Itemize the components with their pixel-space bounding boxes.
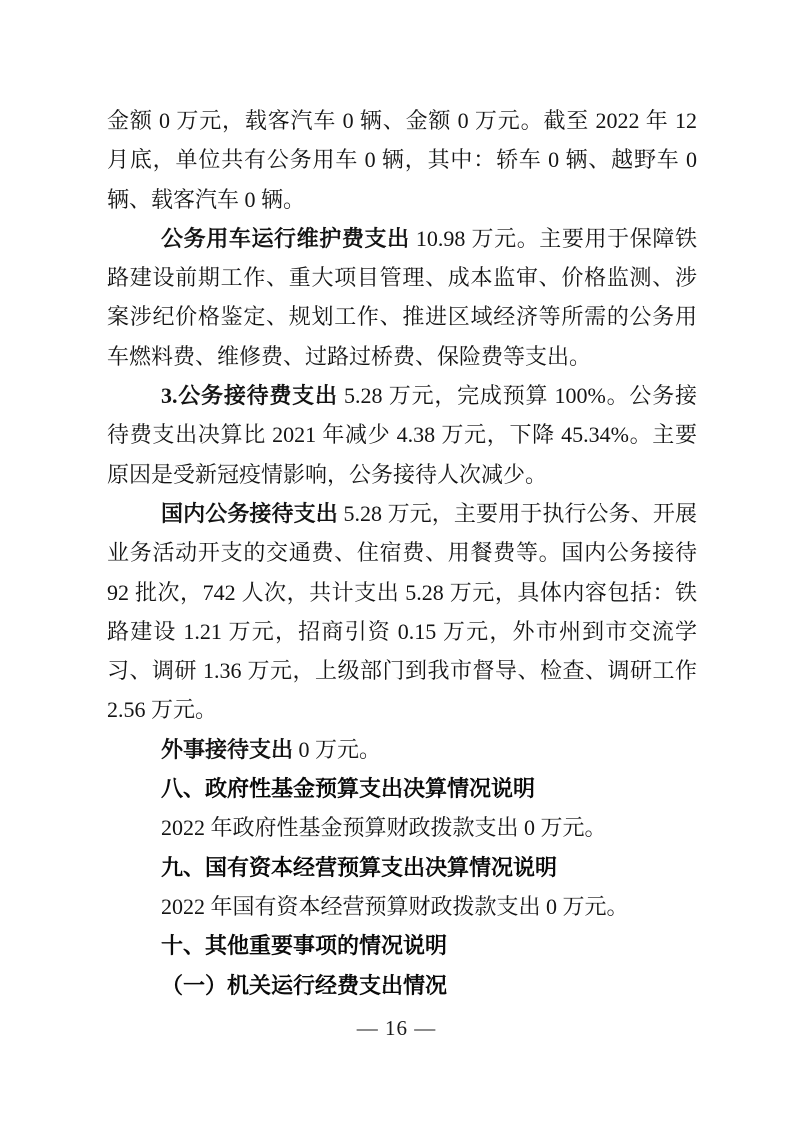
body-paragraph: [107, 101, 697, 219]
page-number: — 16 —: [356, 1016, 437, 1040]
section-heading: [107, 848, 697, 887]
text-run: 2022 年国有资本经营预算财政拨款支出 0 万元。: [161, 893, 629, 919]
document-body: [107, 101, 697, 1005]
body-paragraph: [107, 887, 697, 926]
text-run: 金额 0 万元，载客汽车 0 辆、金额 0 万元。截至 2022 年 12 月底，单位共有公务用车 0 辆，其中：轿车 0 辆、越野车 0 辆、载客汽车 0 辆。: [107, 108, 697, 212]
bold-text-run: 公务用车运行维护费支出: [161, 225, 410, 251]
section-heading: [107, 769, 697, 808]
bold-text-run: 外事接待支出: [161, 736, 294, 762]
sub-section-heading: [107, 966, 697, 1005]
body-paragraph: [107, 219, 697, 376]
bold-text-run: 九、国有资本经营预算支出决算情况说明: [161, 854, 558, 880]
bold-text-run: 八、政府性基金预算支出决算情况说明: [161, 776, 536, 802]
body-paragraph: [107, 808, 697, 847]
text-run: 5.28 万元，主要用于执行公务、开展业务活动开支的交通费、住宿费、用餐费等。国内公务接待 92 批次，742 人次，共计支出 5.28 万元，具体内容包括：铁路建设 1.21 万元，招商引资 0.15 万元，外市州到市交流学习、调研 1.36 万元，上级部门到我市督导、检查、调研工作 2.56 万元。: [107, 500, 697, 723]
bold-text-run: 3.公务接待费支出: [161, 383, 338, 409]
body-paragraph: [107, 494, 697, 730]
bold-text-run: （一）机关运行经费支出情况: [161, 972, 448, 998]
section-heading: [107, 926, 697, 965]
text-run: 5.28 万元，完成预算 100%。公务接待费支出决算比 2021 年减少 4.38 万元，下降 45.34%。主要原因是受新冠疫情影响，公务接待人次减少。: [107, 383, 697, 487]
bold-text-run: 国内公务接待支出: [161, 500, 338, 526]
text-run: 0 万元。: [293, 736, 382, 762]
body-paragraph: [107, 376, 697, 494]
bold-text-run: 十、其他重要事项的情况说明: [161, 933, 448, 959]
body-paragraph: [107, 730, 697, 769]
text-run: 2022 年政府性基金预算财政拨款支出 0 万元。: [161, 815, 607, 841]
text-run: 10.98 万元。主要用于保障铁路建设前期工作、重大项目管理、成本监审、价格监测、涉案涉纪价格鉴定、规划工作、推进区域经济等所需的公务用车燃料费、维修费、过路过桥费、保险费等支出。: [107, 225, 697, 369]
